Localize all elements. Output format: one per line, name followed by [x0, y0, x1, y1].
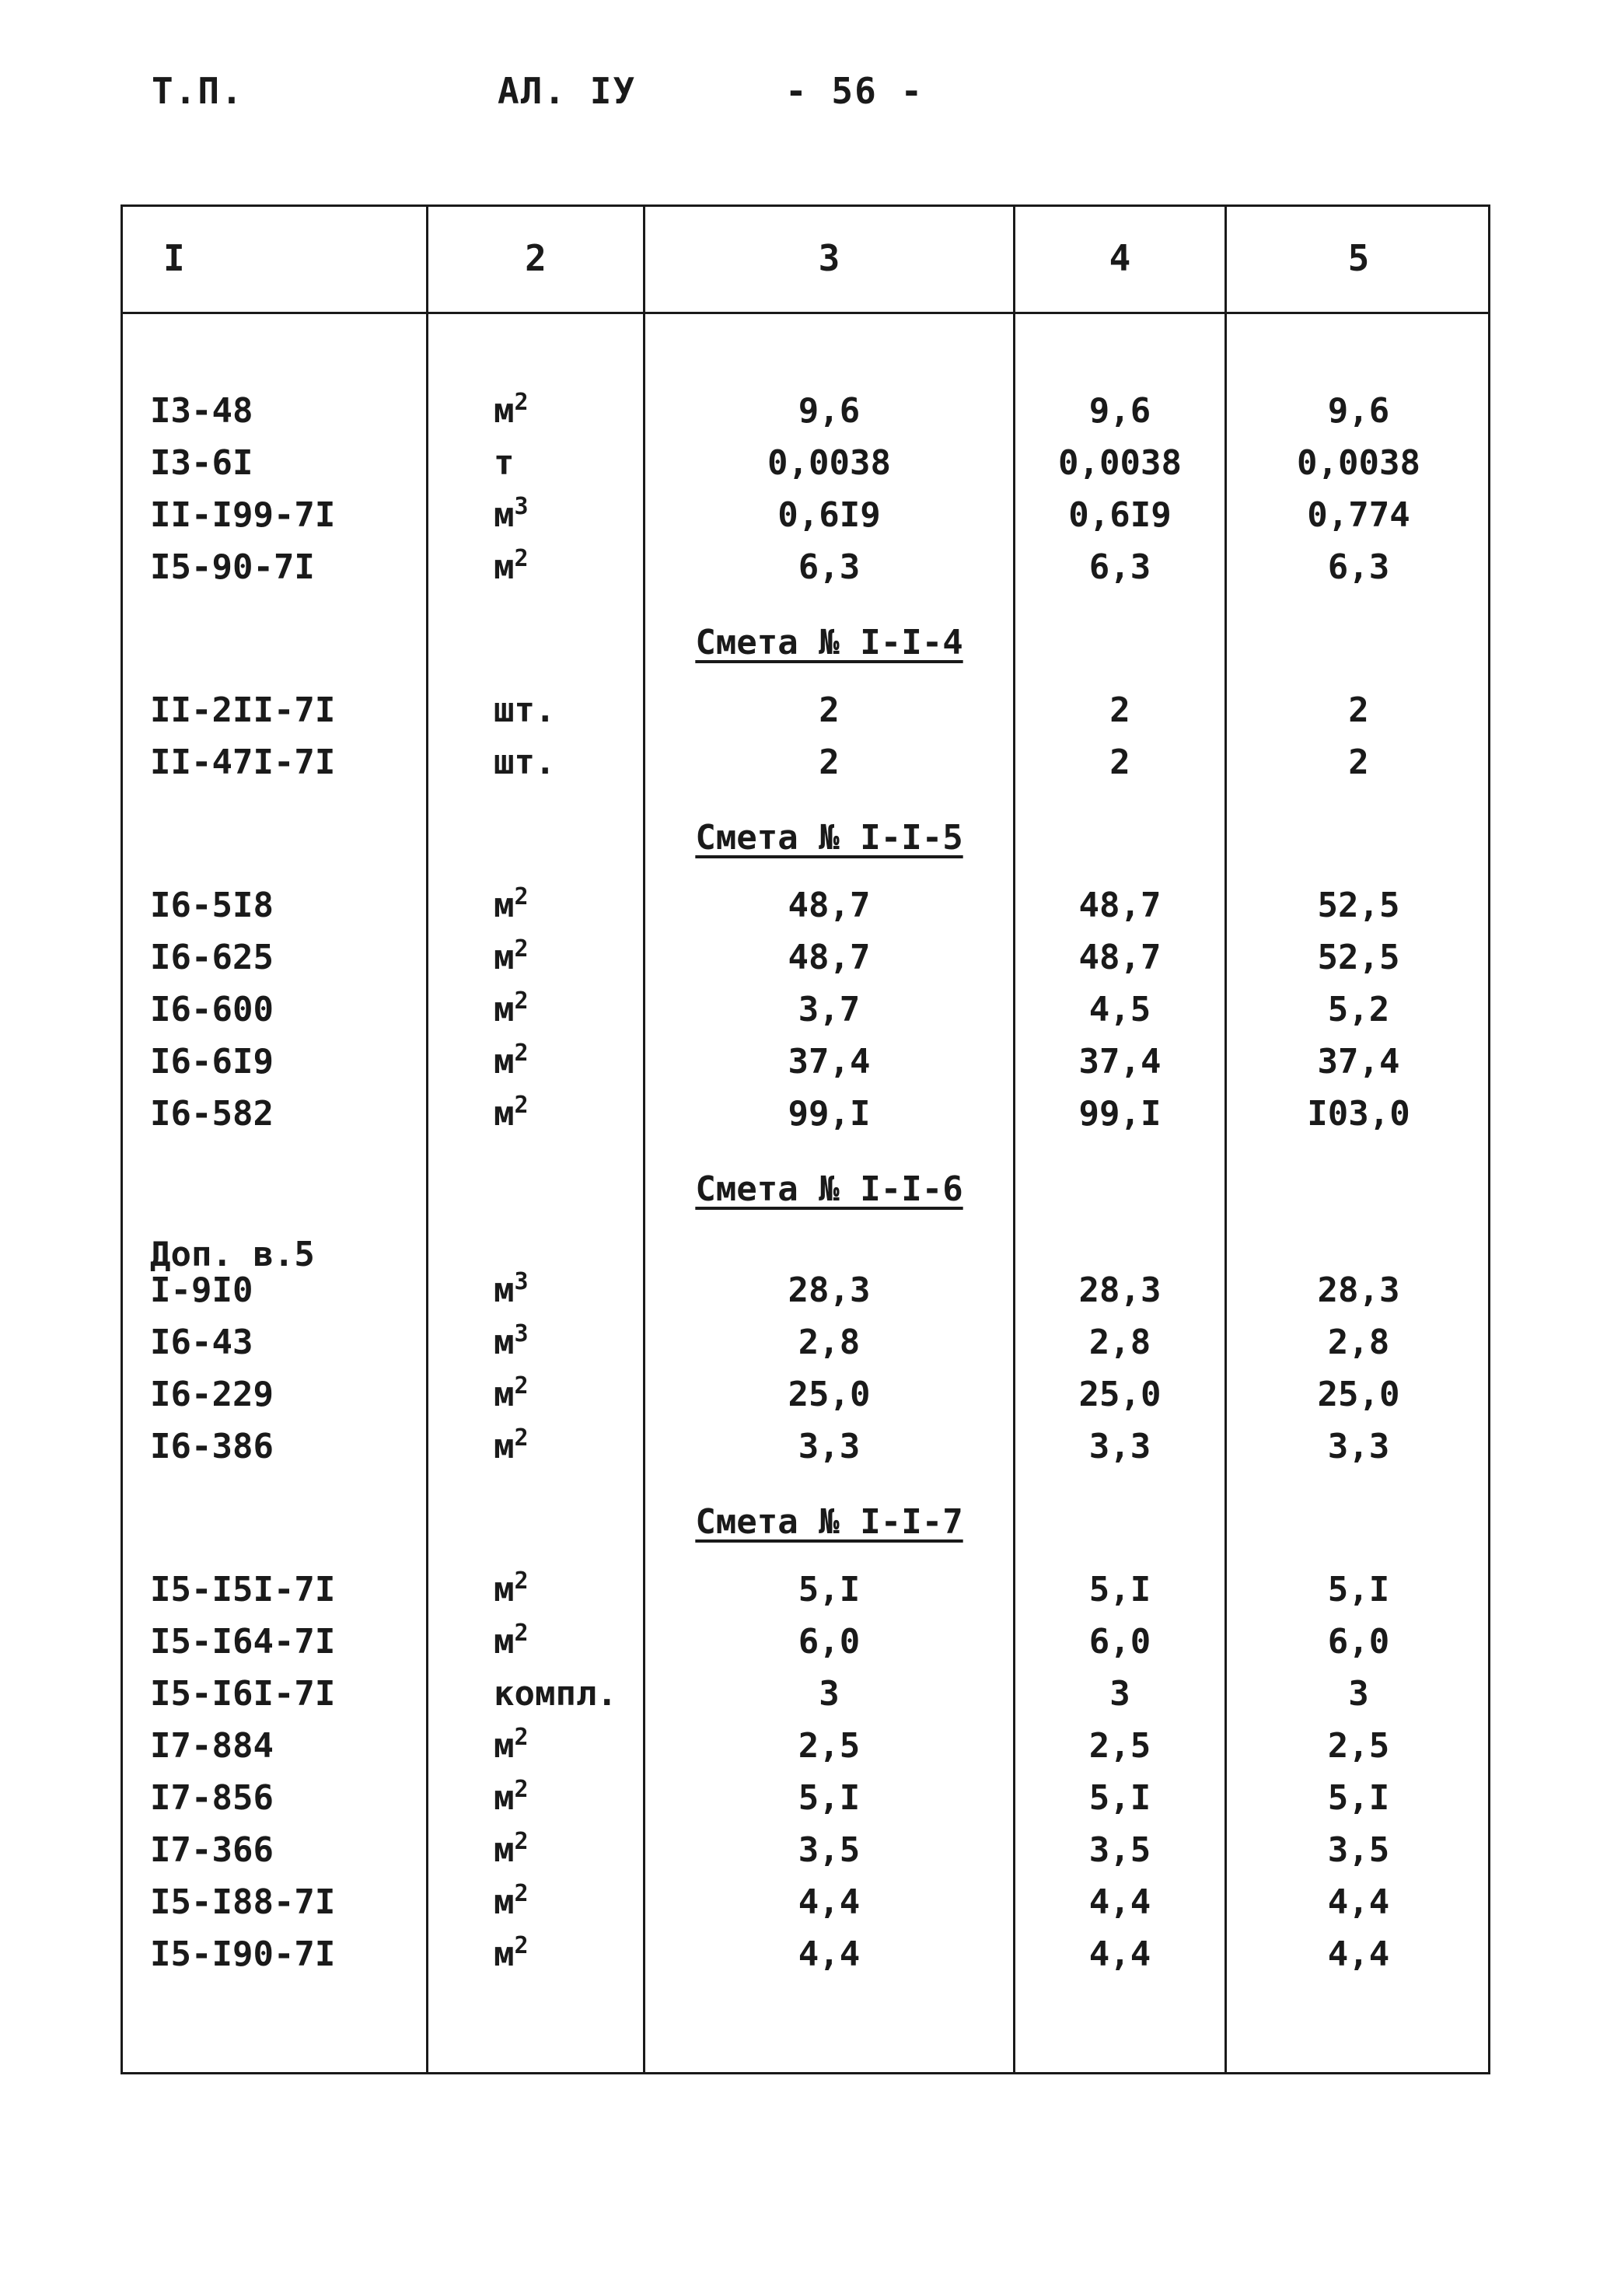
value-cell-c4: 6,3 [1088, 547, 1151, 587]
table-row [121, 879, 1490, 931]
unit-cell [494, 489, 634, 541]
value-cell-c4: 2 [1109, 743, 1130, 782]
value-cell-c5: 25,0 [1317, 1375, 1400, 1414]
unit-exponent: 3 [514, 1268, 529, 1295]
value-cell-c5: 6,0 [1327, 1622, 1390, 1662]
header-divider [121, 312, 1490, 314]
code-value: I6-582 [150, 1094, 274, 1134]
value-cell-c4: 0,0038 [1058, 443, 1182, 483]
value-cell-c3: 25,0 [788, 1375, 871, 1414]
code-cell [150, 1036, 422, 1088]
code-cell [150, 1720, 422, 1772]
value-cell-c5: I03,0 [1307, 1094, 1410, 1134]
code-value: I5-90-7I [150, 547, 315, 587]
value-cell-c3: 5,I [798, 1570, 861, 1609]
value-cell-c5: 2,5 [1327, 1726, 1390, 1766]
unit-exponent: 2 [514, 389, 529, 416]
code-note: Доп. в.5 [150, 1235, 315, 1274]
unit-cell [494, 1316, 634, 1368]
unit-cell [494, 1264, 634, 1316]
unit-exponent: 2 [514, 1092, 529, 1119]
table-row [121, 489, 1490, 541]
code-value: I5-I6I-7I [150, 1674, 336, 1714]
value-cell-c5: 9,6 [1327, 391, 1390, 431]
table-row [121, 385, 1490, 437]
unit-cell [494, 1824, 634, 1876]
table-body [121, 385, 1490, 1980]
value-cell-c3: 3,3 [798, 1427, 861, 1466]
value-cell-c3: 48,7 [788, 886, 871, 925]
page-header [0, 70, 1607, 117]
value-cell-c4: 3,3 [1088, 1427, 1151, 1466]
table-row [121, 1036, 1490, 1088]
code-value: II-I99-7I [150, 495, 336, 535]
code-value: II-47I-7I [150, 743, 336, 782]
column-header-4: 4 [1109, 237, 1131, 279]
unit-exponent: 2 [514, 1776, 529, 1803]
unit-value: м [494, 1726, 515, 1766]
unit-value: м [494, 1778, 515, 1818]
table-row [121, 541, 1490, 593]
unit-cell [494, 1088, 634, 1140]
unit-cell [494, 1036, 634, 1088]
table-row [121, 931, 1490, 984]
header-left: Т.П. [152, 70, 244, 112]
code-cell [150, 1928, 422, 1980]
section-heading-row [121, 812, 1490, 864]
value-cell-c4: 48,7 [1078, 886, 1162, 925]
unit-exponent: 2 [514, 935, 529, 963]
value-cell-c3: 3,5 [798, 1830, 861, 1870]
value-cell-c3: 0,6I9 [777, 495, 881, 535]
value-cell-c4: 37,4 [1078, 1042, 1162, 1082]
value-cell-c5: 4,4 [1327, 1934, 1390, 1974]
value-cell-c5: 5,2 [1327, 990, 1390, 1029]
code-value: I7-856 [150, 1778, 274, 1818]
code-cell [150, 879, 422, 931]
unit-value: м [494, 1427, 515, 1466]
code-cell [150, 1235, 422, 1310]
code-cell [150, 437, 422, 489]
code-value: I6-229 [150, 1375, 274, 1414]
code-cell [150, 1088, 422, 1140]
code-value: I5-I88-7I [150, 1882, 336, 1922]
table-row [121, 1316, 1490, 1368]
unit-cell [494, 1928, 634, 1980]
unit-value: м [494, 1270, 515, 1310]
code-cell [150, 385, 422, 437]
unit-exponent: 2 [514, 1620, 529, 1647]
value-cell-c5: 52,5 [1317, 886, 1400, 925]
unit-exponent: 2 [514, 1828, 529, 1855]
value-cell-c5: 37,4 [1317, 1042, 1400, 1082]
unit-cell [494, 1772, 634, 1824]
unit-value: м [494, 938, 515, 977]
value-cell-c4: 2,8 [1088, 1323, 1151, 1362]
code-value: II-2II-7I [150, 690, 336, 730]
unit-exponent: 3 [514, 493, 529, 520]
unit-cell [494, 437, 634, 489]
code-value: I5-I90-7I [150, 1934, 336, 1974]
unit-value: шт. [494, 743, 556, 782]
section-heading-row [121, 1163, 1490, 1215]
unit-exponent: 2 [514, 1424, 529, 1452]
section-heading-row [121, 1496, 1490, 1548]
unit-cell [494, 684, 634, 736]
value-cell-c4: 5,I [1088, 1778, 1151, 1818]
section-heading: Смета № I-I-6 [695, 1169, 963, 1209]
value-cell-c4: 28,3 [1078, 1270, 1162, 1310]
code-value: I6-43 [150, 1323, 253, 1362]
code-value: I7-366 [150, 1830, 274, 1870]
table-row [121, 1772, 1490, 1824]
unit-value: шт. [494, 690, 556, 730]
value-cell-c4: 9,6 [1088, 391, 1151, 431]
unit-value: м [494, 495, 515, 535]
value-cell-c5: 28,3 [1317, 1270, 1400, 1310]
unit-cell [494, 1421, 634, 1473]
code-cell [150, 1616, 422, 1668]
value-cell-c4: 0,6I9 [1068, 495, 1172, 535]
value-cell-c4: 3 [1109, 1674, 1130, 1714]
code-cell [150, 1368, 422, 1421]
code-cell [150, 541, 422, 593]
code-value: I6-6I9 [150, 1042, 274, 1082]
code-value: I6-600 [150, 990, 274, 1029]
table-row [121, 437, 1490, 489]
value-cell-c5: 2 [1348, 690, 1369, 730]
unit-exponent: 3 [514, 1320, 529, 1347]
table-row [121, 1231, 1490, 1316]
code-value: I5-I5I-7I [150, 1570, 336, 1609]
column-header-5: 5 [1347, 237, 1370, 279]
value-cell-c3: 6,3 [798, 547, 861, 587]
value-cell-c5: 6,3 [1327, 547, 1390, 587]
section-heading-row [121, 617, 1490, 669]
unit-exponent: 2 [514, 1040, 529, 1067]
code-cell [150, 489, 422, 541]
value-cell-c3: 28,3 [788, 1270, 871, 1310]
unit-value: т [494, 443, 515, 483]
value-cell-c4: 4,4 [1088, 1882, 1151, 1922]
value-cell-c5: 0,0038 [1297, 443, 1420, 483]
unit-cell [494, 385, 634, 437]
column-header-3: 3 [818, 237, 840, 279]
unit-value: м [494, 391, 515, 431]
unit-cell [494, 1876, 634, 1928]
table-row [121, 736, 1490, 788]
column-header-1: I [163, 237, 185, 279]
code-cell [150, 931, 422, 984]
unit-cell [494, 1720, 634, 1772]
value-cell-c3: 99,I [788, 1094, 871, 1134]
table-row [121, 684, 1490, 736]
unit-cell [494, 879, 634, 931]
unit-exponent: 2 [514, 1880, 529, 1907]
unit-exponent: 2 [514, 883, 529, 910]
table-row [121, 1564, 1490, 1616]
value-cell-c5: 5,I [1327, 1778, 1390, 1818]
unit-value: м [494, 1830, 515, 1870]
unit-value: м [494, 1042, 515, 1082]
value-cell-c4: 6,0 [1088, 1622, 1151, 1662]
table-row [121, 1368, 1490, 1421]
unit-cell [494, 1564, 634, 1616]
value-cell-c4: 48,7 [1078, 938, 1162, 977]
value-cell-c3: 2 [819, 743, 840, 782]
value-cell-c3: 6,0 [798, 1622, 861, 1662]
unit-value: м [494, 1094, 515, 1134]
value-cell-c3: 0,0038 [767, 443, 891, 483]
value-cell-c4: 2 [1109, 690, 1130, 730]
code-value: I6-625 [150, 938, 274, 977]
unit-cell [494, 1368, 634, 1421]
table-row [121, 1668, 1490, 1720]
unit-exponent: 2 [514, 987, 529, 1015]
code-cell [150, 1564, 422, 1616]
unit-cell [494, 1616, 634, 1668]
value-cell-c3: 4,4 [798, 1882, 861, 1922]
value-cell-c4: 2,5 [1088, 1726, 1151, 1766]
unit-exponent: 2 [514, 1372, 529, 1400]
table-row [121, 1876, 1490, 1928]
code-cell [150, 1824, 422, 1876]
code-value: I3-6I [150, 443, 253, 483]
value-cell-c5: 3,5 [1327, 1830, 1390, 1870]
table-row [121, 1720, 1490, 1772]
unit-value: м [494, 1882, 515, 1922]
unit-value: м [494, 547, 515, 587]
page-number: - 56 - [785, 70, 924, 112]
value-cell-c5: 2 [1348, 743, 1369, 782]
value-cell-c5: 2,8 [1327, 1323, 1390, 1362]
value-cell-c5: 0,774 [1307, 495, 1410, 535]
code-value: I5-I64-7I [150, 1622, 336, 1662]
table-row [121, 1928, 1490, 1980]
value-cell-c5: 52,5 [1317, 938, 1400, 977]
value-cell-c3: 37,4 [788, 1042, 871, 1082]
value-cell-c3: 3,7 [798, 990, 861, 1029]
unit-cell [494, 541, 634, 593]
unit-value: м [494, 1622, 515, 1662]
unit-cell [494, 736, 634, 788]
unit-value: м [494, 1934, 515, 1974]
value-cell-c4: 99,I [1078, 1094, 1162, 1134]
data-table [121, 204, 1490, 2074]
unit-value: м [494, 1375, 515, 1414]
unit-value: м [494, 990, 515, 1029]
unit-value: компл. [494, 1674, 617, 1714]
code-cell [150, 1316, 422, 1368]
code-cell [150, 1421, 422, 1473]
value-cell-c4: 4,4 [1088, 1934, 1151, 1974]
code-value: I6-5I8 [150, 886, 274, 925]
code-cell [150, 684, 422, 736]
table-row [121, 1616, 1490, 1668]
header-album: АЛ. IУ [498, 70, 637, 112]
column-header-2: 2 [525, 237, 547, 279]
value-cell-c4: 5,I [1088, 1570, 1151, 1609]
value-cell-c3: 4,4 [798, 1934, 861, 1974]
unit-value: м [494, 1323, 515, 1362]
unit-cell [494, 984, 634, 1036]
code-value: I7-884 [150, 1726, 274, 1766]
value-cell-c4: 4,5 [1088, 990, 1151, 1029]
code-cell [150, 1876, 422, 1928]
value-cell-c3: 5,I [798, 1778, 861, 1818]
value-cell-c3: 2,5 [798, 1726, 861, 1766]
value-cell-c5: 5,I [1327, 1570, 1390, 1609]
code-cell [150, 1772, 422, 1824]
value-cell-c3: 2 [819, 690, 840, 730]
value-cell-c3: 3 [819, 1674, 840, 1714]
value-cell-c4: 3,5 [1088, 1830, 1151, 1870]
code-cell [150, 736, 422, 788]
table-row [121, 1421, 1490, 1473]
code-cell [150, 1668, 422, 1720]
unit-value: м [494, 886, 515, 925]
section-heading: Смета № I-I-5 [695, 818, 963, 858]
value-cell-c4: 25,0 [1078, 1375, 1162, 1414]
table-row [121, 984, 1490, 1036]
code-value: I3-48 [150, 391, 253, 431]
table-row [121, 1088, 1490, 1140]
table-row [121, 1824, 1490, 1876]
value-cell-c5: 3,3 [1327, 1427, 1390, 1466]
section-heading: Смета № I-I-7 [695, 1502, 963, 1542]
code-value: I-9I0 [150, 1270, 253, 1310]
unit-value: м [494, 1570, 515, 1609]
code-value: I6-386 [150, 1427, 274, 1466]
unit-cell [494, 931, 634, 984]
value-cell-c5: 3 [1348, 1674, 1369, 1714]
unit-cell [494, 1668, 634, 1720]
unit-exponent: 2 [514, 545, 529, 572]
code-cell [150, 984, 422, 1036]
unit-exponent: 2 [514, 1724, 529, 1751]
value-cell-c3: 9,6 [798, 391, 861, 431]
unit-exponent: 2 [514, 1932, 529, 1959]
unit-exponent: 2 [514, 1567, 529, 1595]
value-cell-c3: 48,7 [788, 938, 871, 977]
value-cell-c5: 4,4 [1327, 1882, 1390, 1922]
value-cell-c3: 2,8 [798, 1323, 861, 1362]
section-heading: Смета № I-I-4 [695, 623, 963, 662]
